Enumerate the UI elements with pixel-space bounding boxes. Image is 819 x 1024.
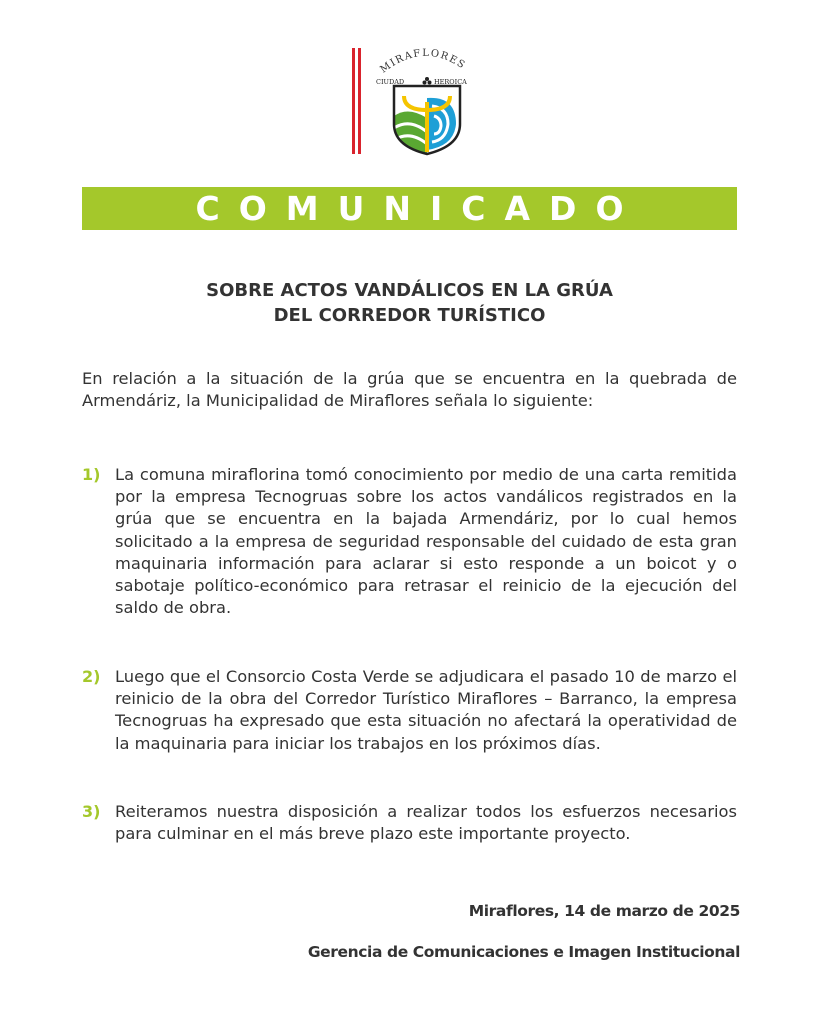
trefoil-icon xyxy=(423,81,427,85)
list-item-number: 2) xyxy=(82,667,101,686)
document-date: Miraflores, 14 de marzo de 2025 xyxy=(468,902,740,920)
intro-paragraph: En relación a la situación de la grúa que se encuentra en la quebrada de Armendáriz, la Municipalidad de Miraflores señala lo siguiente: xyxy=(82,369,737,411)
trefoil-icon xyxy=(425,77,429,81)
list-item-text: Reiteramos nuestra disposición a realizar todos los esfuerzos necesarios para culminar en el más breve plazo este importante proyecto. xyxy=(115,802,737,844)
document-title xyxy=(82,278,737,328)
title-line-1: SOBRE ACTOS VANDÁLICOS EN LA GRÚA xyxy=(206,280,613,301)
list-item-text: La comuna miraflorina tomó conocimiento por medio de una carta remitida por la empresa Tecnogruas sobre los actos vandálicos registrados en la grúa que se encuentra en la bajada Armendáriz, por lo cual hemos solicitado a la empresa de seguridad responsable del cuidado de esta gran maquinaria información para aclarar si esto responde a un boicot y o sabotaje político-económico para retrasar el reinicio de la ejecución del saldo de obra. xyxy=(115,465,737,618)
miraflores-logo xyxy=(348,46,478,158)
shield-icon xyxy=(394,86,460,156)
banner-title: COMUNICADO xyxy=(195,189,643,228)
header-banner xyxy=(82,187,737,230)
list-item xyxy=(82,801,737,845)
list-item xyxy=(82,464,737,619)
trefoil-icon xyxy=(428,81,432,85)
list-item-number: 3) xyxy=(82,802,101,821)
list-item xyxy=(82,666,737,755)
title-line-2: DEL CORREDOR TURÍSTICO xyxy=(273,305,546,326)
document-signature: Gerencia de Comunicaciones e Imagen Institucional xyxy=(307,943,740,961)
red-bar-icon xyxy=(358,48,361,154)
red-bar-icon xyxy=(352,48,355,154)
logo-left-text: CIUDAD xyxy=(376,78,405,86)
list-item-number: 1) xyxy=(82,465,101,484)
list-item-text: Luego que el Consorcio Costa Verde se adjudicara el pasado 10 de marzo el reinicio de la obra del Corredor Turístico Miraflores – Barranco, la empresa Tecnogruas ha expresado que esta situación no afectará la operatividad de la maquinaria para iniciar los trabajos en los próximos días. xyxy=(115,667,737,753)
logo-right-text: HEROICA xyxy=(434,78,467,86)
logo-title: MIRAFLORES xyxy=(378,47,468,76)
